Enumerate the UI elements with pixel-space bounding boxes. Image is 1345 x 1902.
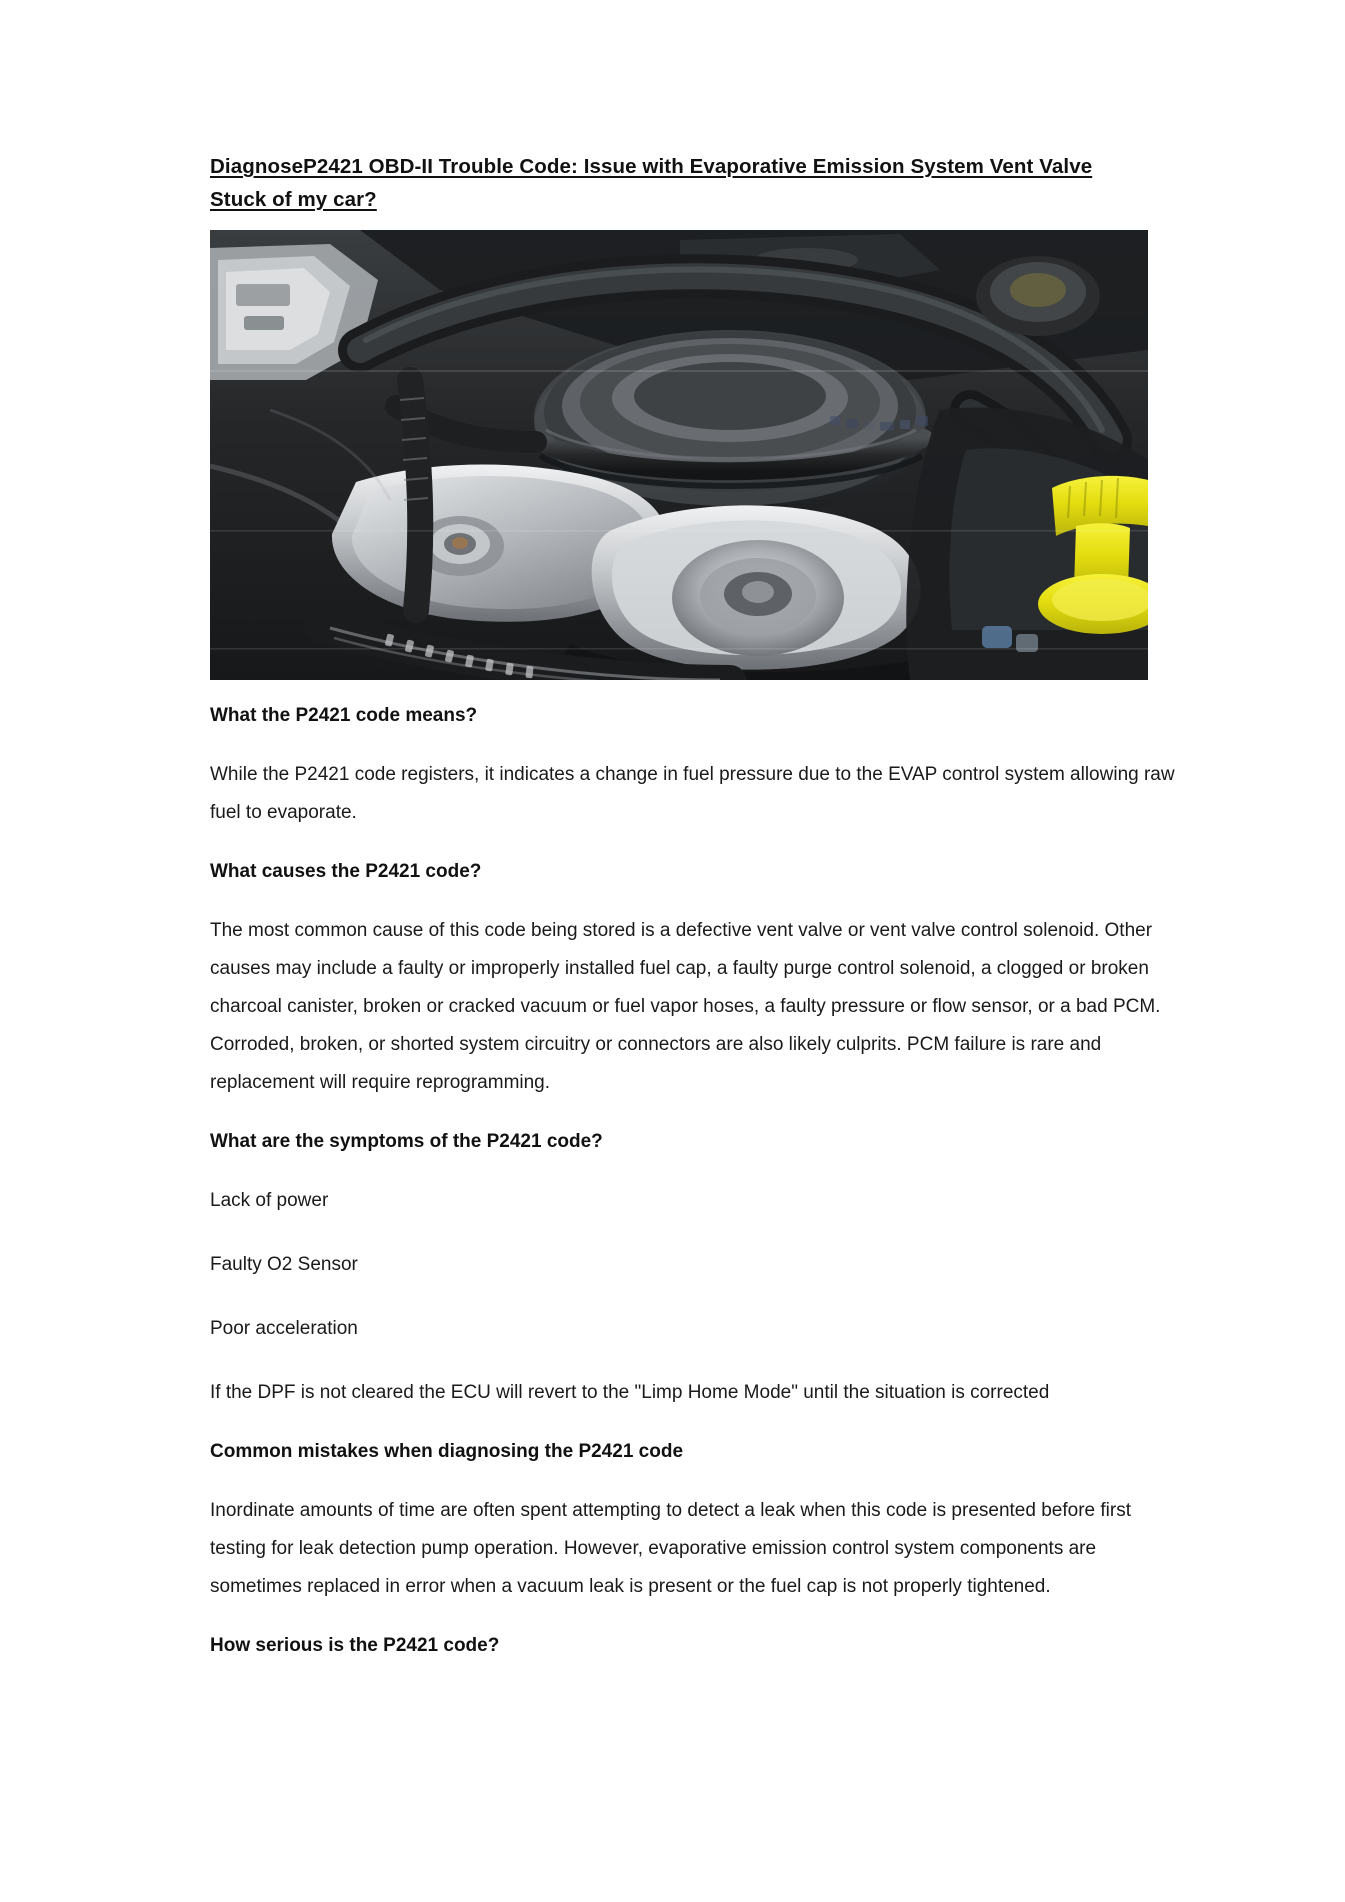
page-title-line-1: DiagnoseP2421 OBD-II Trouble Code: Issue with Evaporative Emission System Vent Valve [210, 155, 1093, 178]
heading-how-serious: How serious is the P2421 code? [210, 1635, 500, 1656]
heading-what-code-means: What the P2421 code means? [210, 705, 478, 726]
heading-common-mistakes: Common mistakes when diagnosing the P2421 code [210, 1441, 684, 1462]
engine-bay-photo-image [210, 230, 1148, 680]
engine-photo-figure [210, 230, 1148, 680]
document-content [210, 150, 1176, 1660]
page-title-line-2: Stuck of my car? [210, 188, 377, 211]
engine-bay-photo [210, 230, 1148, 680]
paragraph-common-mistakes: Inordinate amounts of time are often spent attempting to detect a leak when this code is presented before first testing for leak detection pump operation. However, evaporative emission control system components are sometimes replaced in error when a vacuum leak is present or the fuel cap is not properly tightened. [210, 1500, 1131, 1597]
paragraph-what-causes: The most common cause of this code being stored is a defective vent valve or vent valve control solenoid. Other causes may include a faulty or improperly installed fuel cap, a faulty purge control solenoid, a clogged or broken charcoal canister, broken or cracked vacuum or fuel vapor hoses, a faulty pressure or flow sensor, or a bad PCM. Corroded, broken, or shorted system circuitry or connectors are also likely culprits. PCM failure is rare and replacement will require reprogramming. [210, 920, 1161, 1093]
heading-symptoms: What are the symptoms of the P2421 code? [210, 1131, 603, 1152]
page-title [210, 150, 1176, 216]
heading-what-causes: What causes the P2421 code? [210, 861, 482, 882]
symptom-item-2: Faulty O2 Sensor [210, 1254, 358, 1275]
symptom-item-4: If the DPF is not cleared the ECU will revert to the "Limp Home Mode" until the situation is corrected [210, 1382, 1050, 1403]
symptom-item-3: Poor acceleration [210, 1318, 358, 1339]
symptom-item-1: Lack of power [210, 1190, 329, 1211]
paragraph-what-code-means: While the P2421 code registers, it indicates a change in fuel pressure due to the EVAP control system allowing raw fuel to evaporate. [210, 764, 1175, 823]
